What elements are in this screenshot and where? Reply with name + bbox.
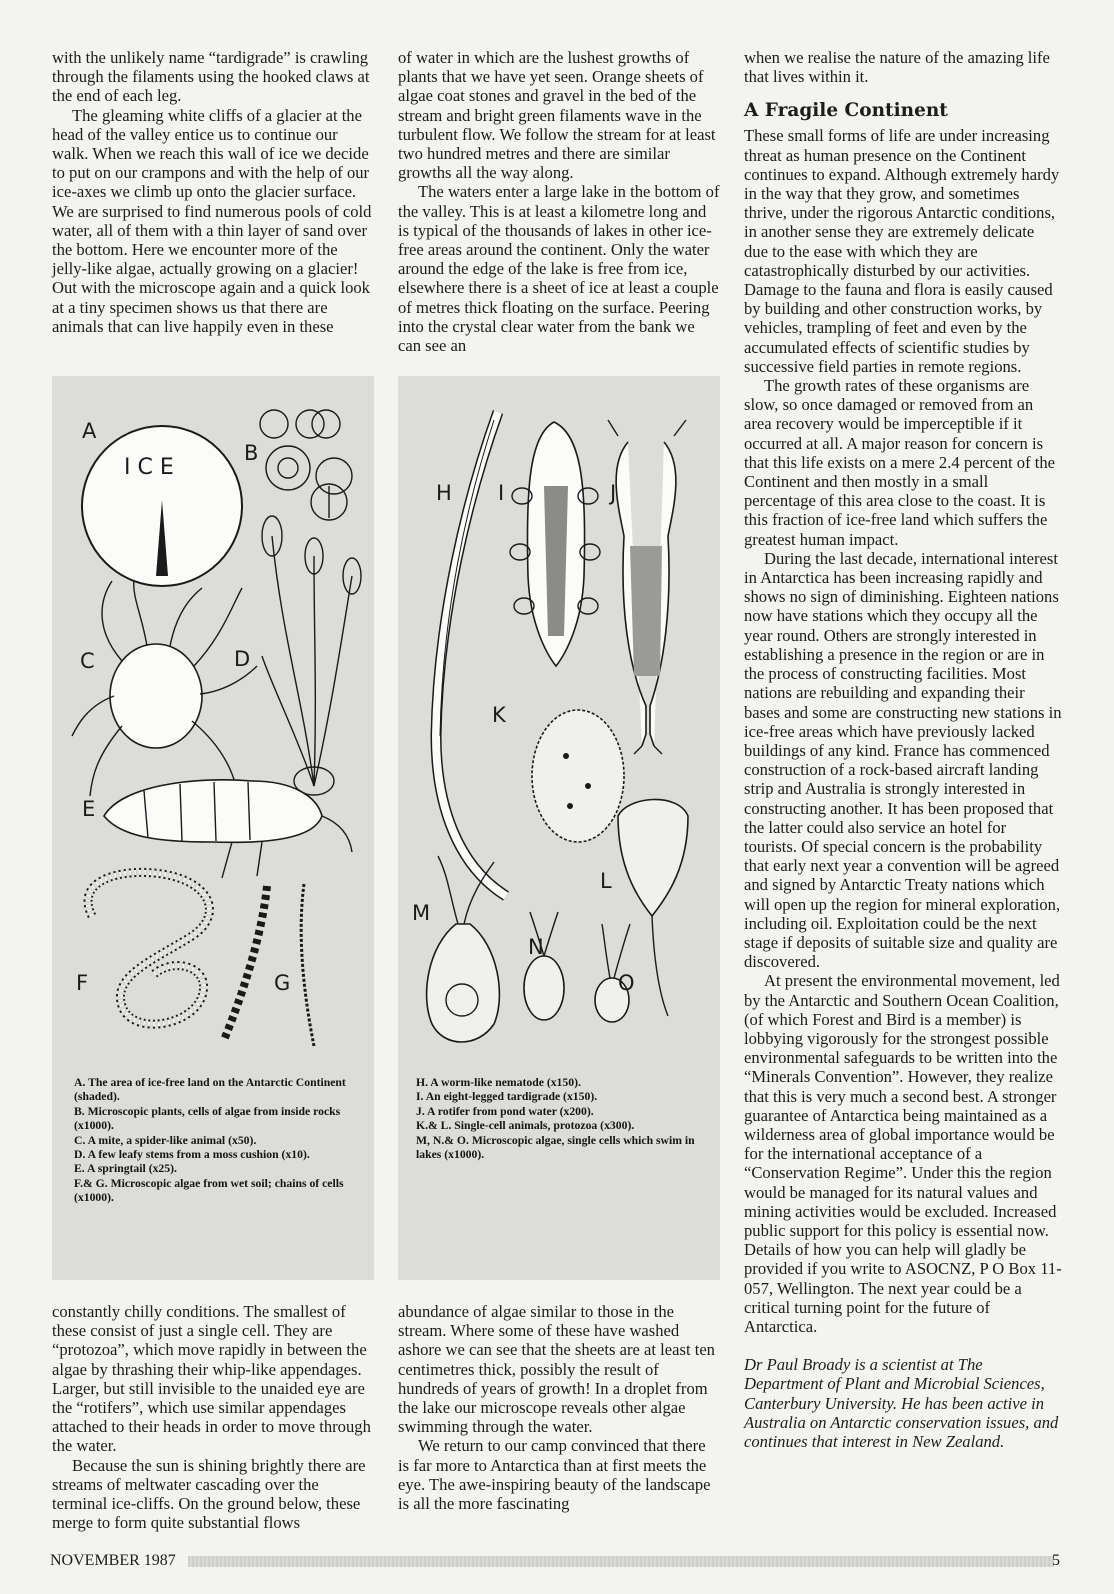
paragraph: abundance of algae similar to those in the stream. Where some of these have washed ashore we can see that the sheets are at least ten centimetres thick, possibly the result of hundreds of years of growth! In a droplet from the lake our microscope reveals other algae swimming through the water. [398, 1302, 715, 1437]
paragraph: At present the environmental movement, led by the Antarctic and Southern Ocean Coalition, (of which Forest and Bird is a member) is lobbying vigorously for the strongest possible environmental safeguards to be written into the “Minerals Convention”. However, they realize that this is very much a second best. A stronger guarantee of Antarctica being maintained as a wilderness area of global importance would be for the international acceptance of a “Conservation Regime”. Under this the region would be managed for its natural values and mining activities would be excluded. Increased public support for this policy is essential now. Details of how you can help will gladly be provided if you write to ASOCNZ, P O Box 11-057, Wellington. The next year could be a critical turning point for the future of Antarctica. [744, 971, 1062, 1336]
author-bio: Dr Paul Broady is a scientist at The Department of Plant and Microbial Sciences, Canterbury University. He has been active in Australia on Antarctic conservation issues, and continues that interest in New Zealand. [744, 1355, 1059, 1452]
figure-right-caption [416, 1076, 712, 1162]
caption-line: A. The area of ice-free land on the Antarctic Continent (shaded). [74, 1076, 346, 1104]
figure-label: B [244, 441, 259, 465]
section-heading: A Fragile Continent [744, 100, 948, 122]
paragraph: We return to our camp convinced that there is far more to Antarctica than at first meets the eye. The awe-inspiring beauty of the landscape is all the more fascinating [398, 1436, 711, 1514]
footer-rule [188, 1556, 1054, 1567]
footer-date: NOVEMBER 1987 [50, 1552, 176, 1569]
ice-label: I C E [124, 455, 174, 480]
paragraph: when we realise the nature of the amazing life that lives within it. [744, 48, 1050, 87]
page-number: 5 [1052, 1552, 1060, 1569]
caption-line: E. A springtail (x25). [74, 1162, 177, 1176]
algae-cells-illustration [260, 410, 352, 520]
paragraph: The waters enter a large lake in the bottom of the valley. This is at least a kilometre long and is typical of the thousands of lakes in other ice-free areas around the continent. Only the water around the edge of the lake is free from ice, elsewhere there is a sheet of ice at least a couple of metres thick floating on the surface. Peering into the crystal clear water from the bank we can see an [398, 182, 720, 356]
paragraph: of water in which are the lushest growths of plants that we have yet seen. Orange sheets of algae coat stones and gravel in the bed of the stream and bright green filaments wave in the turbulent flow. We follow the stream for at least two hundred metres and there are similar growths all the way along. [398, 48, 716, 183]
figure-label: L [600, 869, 612, 893]
figure-label: O [618, 971, 635, 995]
paragraph: The gleaming white cliffs of a glacier at the head of the valley entice us to continue our walk. When we reach this wall of ice we decide to put on our crampons and with the help of our ice-axes we climb up onto the glacier surface. We are surprised to find numerous pools of cold water, all of them with a thin layer of sand over the bottom. Here we encounter more of the jelly-like algae, actually growing on a glacier! Out with the microscope again and a quick look at a tiny specimen shows us that there are animals that can live happily even in these [52, 105, 372, 336]
figure-label: F [76, 971, 89, 995]
column-b-bottom [398, 1302, 720, 1513]
caption-line: C. A mite, a spider-like animal (x50). [74, 1133, 257, 1147]
paragraph: During the last decade, international interest in Antarctica has been increasing rapidly and shows no sign of diminishing. Eighteen nations now have stations which they occupy all the year round. Others are strongly interested in establishing a presence in the region or are in the process of constructing facilities. Most nations are rebuilding and expanding their bases and some are constructing new stations in ice-free areas which have previously lacked buildings of any kind. France has commenced construction of a rock-based aircraft landing strip and Australia is strongly interested in constructing another. It has been proposed that the latter could also service an hotel for tourists. Of special concern is the probability that early next year a convention will be agreed and signed by Antarctic Treaty nations which will open up the region for mineral exploration, including oil. Exploitation could be the next stage if deposits of suitable size and quality are discovered. [744, 548, 1062, 972]
figure-label: K [492, 703, 506, 727]
figure-label: M [412, 901, 431, 925]
caption-line: K.& L. Single-cell animals, protozoa (x300). [416, 1119, 635, 1133]
caption-line: F.& G. Microscopic algae from wet soil; chains of cells (x1000). [74, 1176, 344, 1205]
algae-chain-illustration [88, 872, 209, 1024]
figure-label: J [610, 481, 617, 505]
paragraph: The growth rates of these organisms are slow, so once damaged or removed from an area recovery would be imperceptible if it occurred at all. A major reason for concern is that this life exists on a mere 2.4 percent of the Continent and then mostly in a small percentage of this area close to the coast. It is this fraction of ice-free land which suffers the greatest human impact. [744, 376, 1056, 549]
figure-label: N [528, 935, 544, 959]
ice-circle-illustration [82, 426, 242, 586]
rotifer-illustration [608, 420, 686, 754]
algae-filament-illustration [224, 884, 314, 1046]
paragraph: Because the sun is shining brightly there are streams of meltwater cascading over the terminal ice-cliffs. On the ground below, these merge to form quite substantial flows [52, 1455, 366, 1533]
paragraph: These small forms of life are under increasing threat as human presence on the Continent continues to expand. Although extremely hardy in the way that they grow, and sometimes thrive, under the rigorous Antarctic conditions, in another sense they are extremely delicate due to the ease with which they are catastrophically disturbed by our activities. Damage to the fauna and flora is easily caused by building and other construction works, by vehicles, trampling of feet and even by the accumulated effects of scientific studies by successive field parties in remote regions. [744, 126, 1060, 376]
caption-line: D. A few leafy stems from a moss cushion (x10). [74, 1148, 310, 1162]
figure-label: E [82, 797, 96, 821]
figure-label: C [80, 649, 95, 673]
caption-line: J. A rotifer from pond water (x200). [416, 1104, 594, 1118]
protozoa-illustration [532, 710, 624, 842]
figure-label: A [82, 419, 97, 443]
caption-line: M, N.& O. Microscopic algae, single cells which swim in lakes (x1000). [416, 1133, 695, 1162]
swimming-alga-n-illustration [524, 912, 564, 1020]
figure-label: G [274, 971, 291, 995]
moss-illustration [262, 516, 361, 795]
figure-left-caption [74, 1076, 364, 1206]
figure-left [52, 376, 374, 1280]
column-a-top [52, 48, 374, 336]
mite-illustration [72, 581, 257, 796]
figure-label: D [234, 647, 251, 671]
caption-line: B. Microscopic plants, cells of algae from inside rocks (x1000). [74, 1104, 341, 1133]
column-a-bottom [52, 1302, 374, 1532]
caption-line: H. A worm-like nematode (x150). [416, 1076, 581, 1089]
paragraph: with the unlikely name “tardigrade” is crawling through the filaments using the hooked claws at the end of each leg. [52, 48, 370, 106]
figure-right [398, 376, 720, 1280]
tardigrade-illustration [510, 422, 600, 666]
figure-label: H [436, 481, 452, 505]
caption-line: I. An eight-legged tardigrade (x150). [416, 1090, 598, 1104]
column-c [744, 48, 1062, 1451]
column-b-top [398, 48, 720, 355]
paragraph: constantly chilly conditions. The smallest of these consist of just a single cell. They are “protozoa”, which move rapidly in between the algae by thrashing their whip-like appendages. Larger, but still invisible to the unaided eye are the “rotifers”, which use similar appendages attached to their heads in order to move through the water. [52, 1302, 371, 1456]
figure-label: I [498, 481, 505, 505]
